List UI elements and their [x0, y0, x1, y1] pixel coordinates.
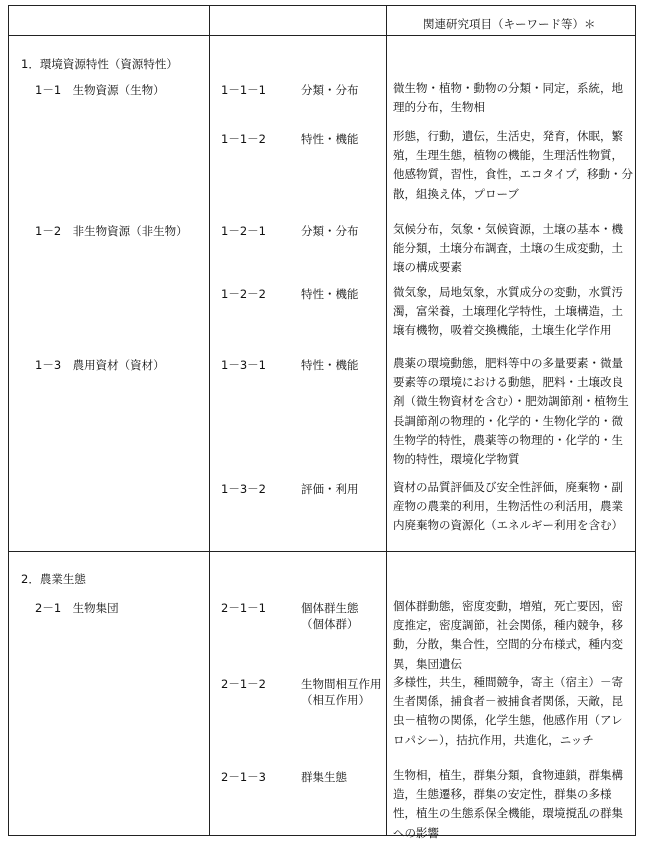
item-name: 個体群生態: [301, 601, 359, 615]
column-divider: [386, 6, 387, 835]
item-keywords: 気候分布，気象・気候資源，土壌の基本・機能分類，土壌分布調査，土壌の生成変動，土壌の構成要素: [393, 222, 623, 275]
item-name: 生物間相互作用: [301, 677, 382, 691]
category-label: 1－3 農用資材（資材）: [35, 358, 165, 372]
research-topics-table: [8, 5, 636, 840]
item-code: 2－1－1: [221, 601, 266, 615]
column-divider: [209, 6, 210, 835]
category-label: 1－1 生物資源（生物）: [35, 83, 165, 97]
category-label: 1－2 非生物資源（非生物）: [35, 224, 188, 238]
item-name: 評価・利用: [301, 482, 359, 496]
item-keywords: 形態，行動，遺伝，生活史，発育，休眠，繁殖，生理生態，植物の機能，生理活性物質，他感物質，習性，食性，エコタイプ，移動・分散，組換え体，プローブ: [393, 129, 634, 201]
category-label: 2－1 生物集団: [35, 601, 119, 615]
item-code: 1－1－1: [221, 83, 266, 97]
item-keywords: 個体群動態，密度変動，増殖，死亡要因，密度推定，密度調節，社会関係，種内競争，移動，分散，集合性，空間的分布様式，種内変異，集団遺伝: [393, 599, 623, 671]
item-code: 2－1－2: [221, 677, 266, 691]
section-divider: [9, 551, 635, 552]
item-keywords: 資材の品質評価及び安全性評価，廃棄物・副産物の農業的利用，生物活性の利活用，農業内廃棄物の資源化（エネルギー利用を含む）: [393, 480, 623, 533]
item-keywords: 微気象，局地気象，水質成分の変動，水質汚濁，富栄養，土壌理化学特性，土壌構造，土壌有機物，吸着交換機能，土壌生化学作用: [393, 285, 623, 338]
item-name: 群集生態: [301, 770, 347, 784]
item-name-sub: （個体群）: [301, 617, 359, 631]
item-keywords: 生物相，植生，群集分類，食物連鎖，群集構造，生態遷移，群集の安定性，群集の多様性，植生の生態系保全機能，環境撹乱の群集への影響: [393, 768, 623, 840]
item-code: 1－1－2: [221, 132, 266, 146]
item-keywords: 多様性，共生，種間競争，寄主（宿主）－寄生者関係，捕食者－被捕食者関係，天敵，昆虫－植物の関係，化学生態，他感作用（アレロパシー），拮抗作用，共進化，ニッチ: [393, 675, 623, 747]
section-title: 2．農業生態: [21, 572, 86, 586]
item-code: 1－3－1: [221, 358, 266, 372]
item-name: 特性・機能: [301, 358, 359, 372]
item-name: 分類・分布: [301, 224, 359, 238]
item-code: 2－1－3: [221, 770, 266, 784]
item-name-sub: （相互作用）: [301, 693, 370, 707]
item-keywords: 微生物・植物・動物の分類・同定，系統，地理的分布，生物相: [393, 81, 623, 115]
item-code: 1－3－2: [221, 482, 266, 496]
header-divider: [9, 35, 635, 36]
item-keywords: 農薬の環境動態，肥料等中の多量要素・微量要素等の環境における動態，肥料・土壌改良剤（微生物資材を含む）・肥効調節剤・植物生長調節剤の物理的・化学的・生物化学的・微生物学的特性，農薬等の物理的・化学的・生物的特性，環境化学物質: [393, 356, 629, 467]
item-code: 1－2－1: [221, 224, 266, 238]
item-name: 特性・機能: [301, 132, 359, 146]
item-name: 特性・機能: [301, 287, 359, 301]
keywords-column-header: 関連研究項目（キーワード等）＊: [423, 17, 596, 31]
section-title: 1．環境資源特性（資源特性）: [21, 57, 178, 71]
item-name: 分類・分布: [301, 83, 359, 97]
item-code: 1－2－2: [221, 287, 266, 301]
